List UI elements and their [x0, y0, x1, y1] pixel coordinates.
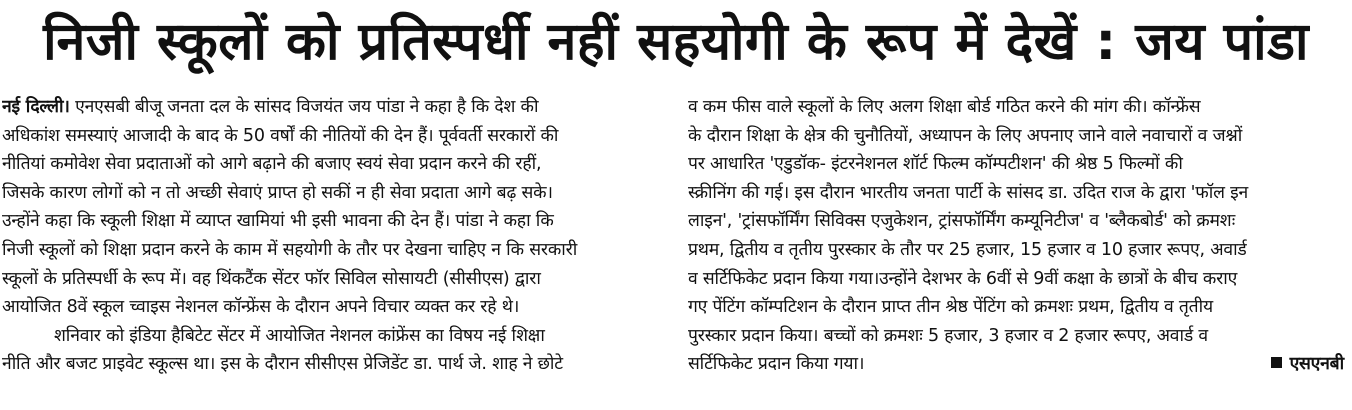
byline: [1271, 350, 1344, 379]
article-line: [2, 93, 664, 122]
article-line: उन्होंने कहा कि स्कूली शिक्षा में व्याप्त खामियां भी इसी भावना की देन हैं। पांडा ने कहा कि: [2, 211, 554, 232]
last-line-row: [688, 350, 1348, 379]
article-line: नीतियां कमोवेश सेवा प्रदाताओं को आगे बढ़ाने की बजाए स्वयं सेवा प्रदान करने की रहीं,: [2, 154, 542, 175]
right-column: [688, 93, 1348, 379]
article-line: व सर्टिफिकेट प्रदान किया गया।उन्होंने देशभर के 6वीं से 9वीं कक्षा के छात्रों के बीच कराए: [688, 268, 1238, 289]
article-line: नीति और बजट प्राइवेट स्कूल्स था। इस के दौरान सीसीएस प्रेजिडेंट डा. पार्थ जे. शाह ने छोटे: [2, 354, 563, 375]
article-line: लाइन', 'ट्रांसफॉर्मिंग सिविक्स एजुकेशन, ट्रांसफॉर्मिंग कम्यूनिटीज' व 'ब्लैकबोर्ड' को क्रमशः: [688, 211, 1236, 232]
square-bullet-icon: [1271, 357, 1282, 368]
left-column: [2, 93, 664, 379]
dateline: नई दिल्ली।: [2, 97, 70, 117]
article-line: पर आधारित 'एडुडॉक- इंटरनेशनल शॉर्ट फिल्म कॉम्पटीशन' की श्रेष्ठ 5 फिल्मों की: [688, 154, 1183, 175]
article-line: के दौरान शिक्षा के क्षेत्र की चुनौतियों, अध्यापन के लिए अपनाए जाने वाले नवाचारों व जश्नों: [688, 125, 1243, 146]
byline-text: एसएनबी: [1289, 354, 1344, 375]
article-line: व कम फीस वाले स्कूलों के लिए अलग शिक्षा बोर्ड गठित करने की मांग की। कॉन्फ्रेंस: [688, 97, 1201, 117]
article-line: अधिकांश समस्याएं आजादी के बाद के 50 वर्षों की नीतियों की देन हैं। पूर्ववर्ती सरकारों की: [2, 125, 559, 146]
article-line: पुरस्कार प्रदान किया। बच्चों को क्रमशः 5 हजार, 3 हजार व 2 हजार रूपए, अवार्ड व: [688, 325, 1208, 346]
article-line: सर्टिफिकेट प्रदान किया गया।: [688, 354, 865, 375]
article-line: स्क्रीनिंग की गई। इस दौरान भारतीय जनता पार्टी के सांसद डा. उदित राज के द्वारा 'फॉल इन: [688, 182, 1249, 203]
article-line: प्रथम, द्वितीय व तृतीय पुरस्कार के तौर पर 25 हजार, 15 हजार व 10 हजार रूपए, अवार्ड: [688, 239, 1247, 260]
article-line: आयोजित 8वें स्कूल च्वाइस नेशनल कॉन्फ्रेंस के दौरान अपने विचार व्यक्त कर रहे थे।: [2, 297, 520, 318]
article-line-text: एनएसबी बीजू जनता दल के सांसद विजयंत जय पांडा ने कहा है कि देश की: [69, 97, 539, 117]
paragraph-start-line: शनिवार को इंडिया हैबिटेट सेंटर में आयोजित नेशनल कांफ्रेंस का विषय नई शिक्षा: [54, 325, 545, 346]
article-line: निजी स्कूलों को शिक्षा प्रदान करने के काम में सहयोगी के तौर पर देखना चाहिए न कि सरकारी: [2, 239, 578, 260]
article-line: गए पेंटिंग कॉम्पटिशन के दौरान प्राप्त तीन श्रेष्ठ पेंटिंग को क्रमशः प्रथम, द्वितीय व तृतीय: [688, 297, 1213, 318]
headline: निजी स्कूलों को प्रतिस्पर्धी नहीं सहयोगी के रूप में देखें : जय पांडा: [43, 12, 1309, 72]
article-line: जिसके कारण लोगों को न तो अच्छी सेवाएं प्राप्त हो सकीं न ही सेवा प्रदाता आगे बढ़ सके।: [2, 182, 553, 203]
article-line: स्कूलों के प्रतिस्पर्धी के रूप में। वह थिंकटैंक सेंटर फॉर सिविल सोसायटी (सीसीएस) द्वारा: [2, 268, 541, 289]
